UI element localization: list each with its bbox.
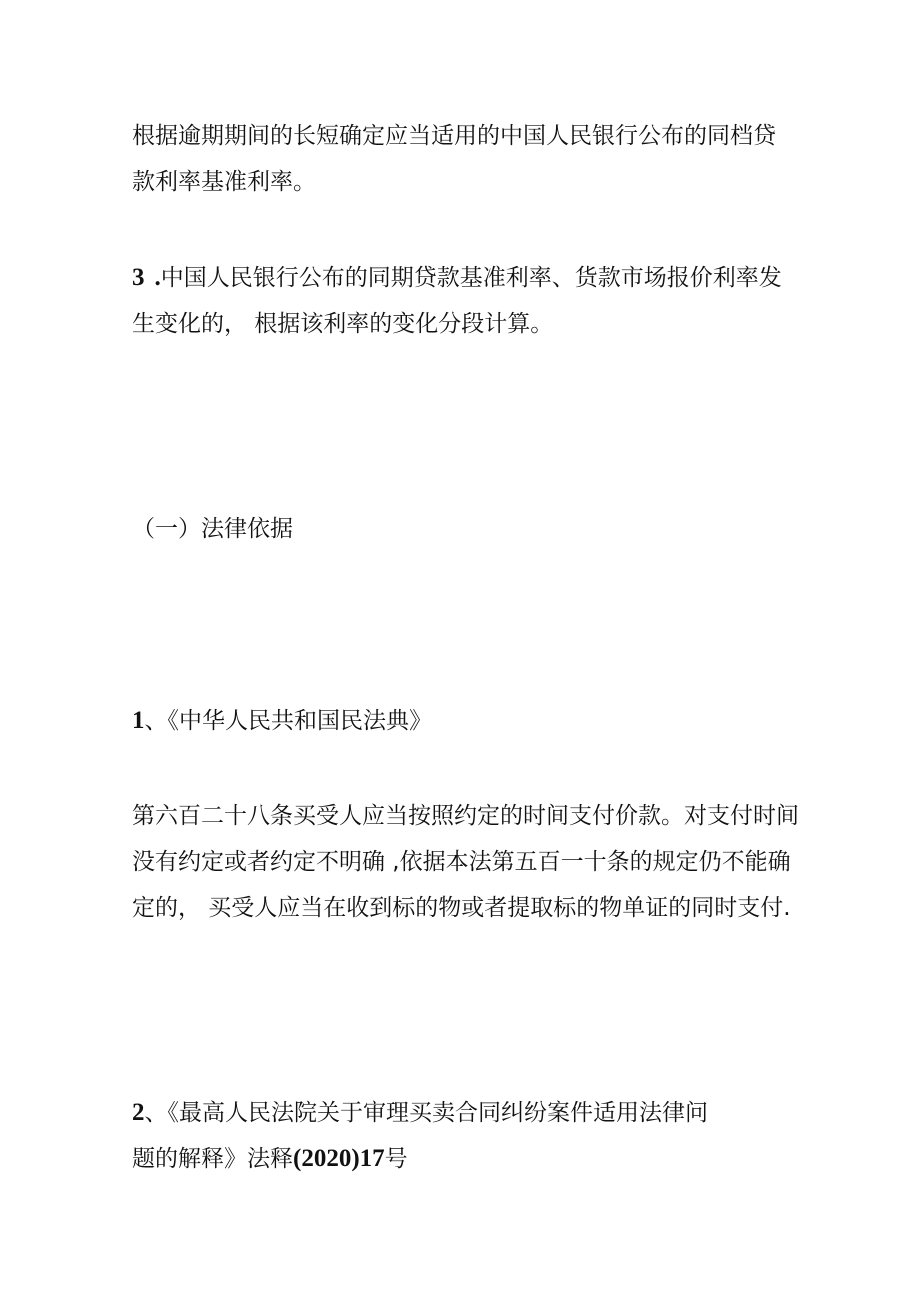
list-item-text: 题的解释》法释 — [132, 1146, 293, 1172]
paragraph-line: 款利率基准利率。 — [132, 169, 316, 195]
paragraph-line: 第六百二十八条买受人应当按照约定的时间支付价款。对支付时间 — [132, 803, 799, 829]
paragraph-line — [132, 1136, 812, 1182]
list-number: 3 — [132, 264, 145, 291]
paragraph-line: 定的， 买受人应当在收到标的物或者提取标的物单证的同时支付. — [132, 895, 791, 921]
list-dot: . — [154, 264, 161, 291]
section-heading — [132, 506, 812, 552]
paragraph-text: 中国人民银行公布的同期贷款基准利率、货款市场报价利率发 — [160, 265, 782, 291]
paragraph-interest-rate-basis — [132, 113, 812, 205]
document-code: (2020)17 — [293, 1145, 385, 1172]
list-item-text: 、《最高人民法院关于审理买卖合同纠纷案件适用法律问 — [144, 1100, 708, 1126]
paragraph-line — [132, 698, 812, 744]
paragraph-line: 根据逾期期间的长短确定应当适用的中国人民银行公布的同档贷 — [132, 123, 776, 149]
list-number: 2 — [132, 1099, 145, 1126]
list-item-text: 号 — [384, 1146, 408, 1172]
paragraph-rate-change — [132, 255, 812, 347]
paragraph-line — [132, 1090, 812, 1136]
paragraph-article-628 — [132, 793, 812, 931]
paragraph-line: 没有约定或者约定不明确 ,依据本法第五百一十条的规定仍不能确 — [132, 849, 791, 875]
list-item-text: 、《中华人民共和国民法典》 — [144, 708, 432, 734]
section-heading-text: （一）法律依据 — [132, 516, 293, 542]
paragraph-line: 生变化的， 根据该利率的变化分段计算。 — [132, 311, 554, 337]
paragraph-line — [132, 255, 812, 301]
list-item-civil-code — [132, 698, 812, 744]
list-number: 1 — [132, 707, 145, 734]
list-item-judicial-interpretation — [132, 1090, 812, 1182]
